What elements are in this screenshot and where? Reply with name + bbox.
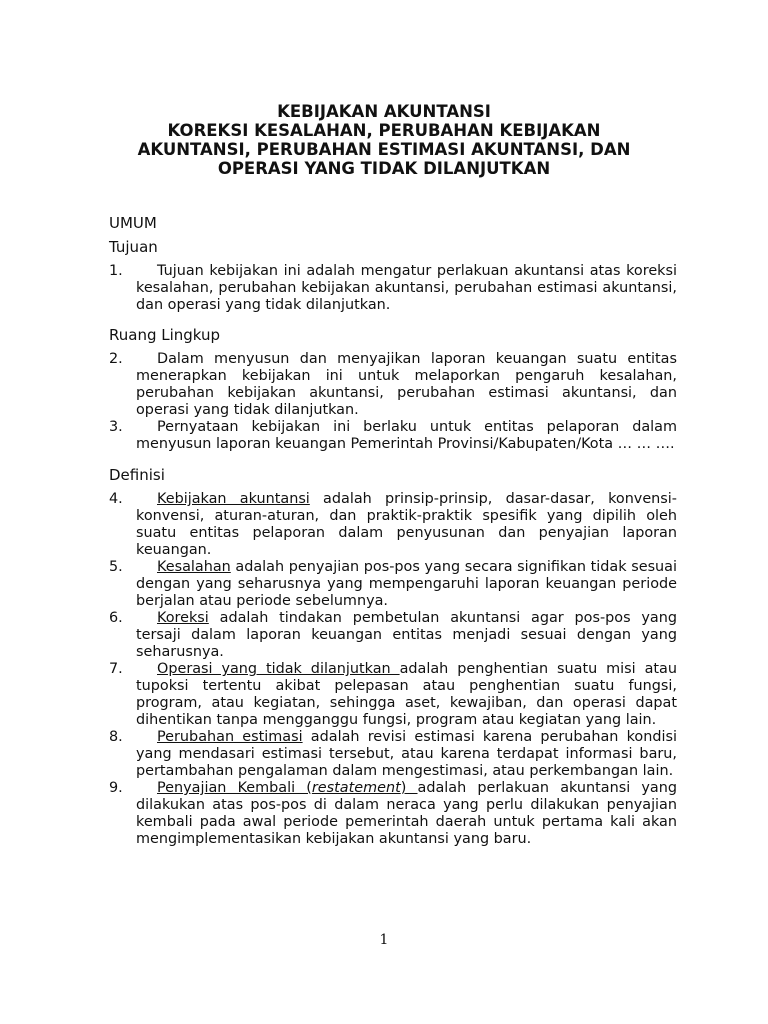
item-number: 2. [109,351,123,367]
title-line-2: KOREKSI KESALAHAN, PERUBAHAN KEBIJAKAN [167,121,601,140]
title-line-1: KEBIJAKAN AKUNTANSI [277,102,491,121]
list-item [109,661,677,729]
defined-term-part: ) [400,780,418,796]
item-text: adalah tindakan pembetulan akuntansi agar pos-pos yang tersaji dalam laporan keuangan entitas menjadi sesuai dengan yang seharusnya. [136,610,677,660]
list-tujuan [109,263,677,314]
list-item [109,610,677,661]
item-number: 8. [109,729,123,745]
defined-term: Operasi yang tidak dilanjutkan [157,661,400,677]
list-item [109,559,677,610]
defined-term: Koreksi [157,610,209,626]
title-line-3: AKUNTANSI, PERUBAHAN ESTIMASI AKUNTANSI, DAN [137,140,631,159]
item-text: adalah penghentian suatu misi atau tupoksi tertentu akibat pelepasan atau penghentian suatu fungsi, program, atau kegiatan, sehingga aset, kewajiban, dan operasi dapat dihentikan tanpa mengganggu fungsi, program atau kegiatan yang lain. [136,661,677,728]
item-text: adalah revisi estimasi karena perubahan kondisi yang mendasari estimasi tersebut, atau karena terdapat informasi baru, pertambahan pengalaman dalam mengestimasi, atau perkembangan lain. [136,729,677,779]
section-heading-definisi: Definisi [109,466,165,484]
section-heading-tujuan: Tujuan [109,238,158,256]
list-item [109,780,677,848]
item-number: 7. [109,661,123,677]
defined-term: Kesalahan [157,559,231,575]
item-number: 3. [109,419,123,435]
item-text: Pernyataan kebijakan ini berlaku untuk entitas pelaporan dalam menyusun laporan keuangan Pemerintah Provinsi/Kabupaten/Kota … … …. [136,419,677,452]
item-text: adalah prinsip-prinsip, dasar-dasar, konvensi-konvensi, aturan-aturan, dan praktik-praktik spesifik yang dipilih oleh suatu entitas pelaporan dalam penyusunan dan penyajian laporan keuangan. [136,491,677,558]
list-item [109,729,677,780]
list-item [109,419,677,453]
section-heading-umum: UMUM [109,214,157,232]
item-text: adalah perlakuan akuntansi yang dilakukan atas pos-pos di dalam neraca yang perlu dilakukan penyajian kembali pada awal periode pemerintah daerah untuk pertama kali akan mengimplementasikan kebijakan akuntansi yang baru. [136,780,677,847]
item-number: 1. [109,263,123,279]
item-number: 5. [109,559,123,575]
defined-term: Kebijakan akuntansi [157,491,310,507]
list-item [109,491,677,559]
item-text: Tujuan kebijakan ini adalah mengatur perlakuan akuntansi atas koreksi kesalahan, perubahan kebijakan akuntansi, perubahan estimasi akuntansi, dan operasi yang tidak dilanjutkan. [136,263,677,313]
page-number: 1 [379,932,389,948]
list-item [109,263,677,314]
defined-term [157,780,418,796]
item-number: 6. [109,610,123,626]
title-line-4: OPERASI YANG TIDAK DILANJUTKAN [217,159,551,178]
document-body [109,214,677,848]
item-text: Dalam menyusun dan menyajikan laporan keuangan suatu entitas menerapkan kebijakan ini untuk melaporkan pengaruh kesalahan, perubahan kebijakan akuntansi, perubahan estimasi akuntansi, dan operasi yang tidak dilanjutkan. [136,351,677,418]
defined-term-italic: restatement [311,780,401,796]
document-title [100,102,668,178]
item-number: 4. [109,491,123,507]
defined-term-part: Penyajian Kembali ( [157,780,312,796]
item-number: 9. [109,780,123,796]
list-definisi [109,491,677,848]
list-item [109,351,677,419]
item-text: adalah penyajian pos-pos yang secara signifikan tidak sesuai dengan yang seharusnya yang mempengaruhi laporan keuangan periode berjalan atau periode sebelumnya. [136,559,677,609]
section-heading-ruang-lingkup: Ruang Lingkup [109,326,221,344]
defined-term: Perubahan estimasi [157,729,303,745]
list-ruang-lingkup [109,351,677,453]
